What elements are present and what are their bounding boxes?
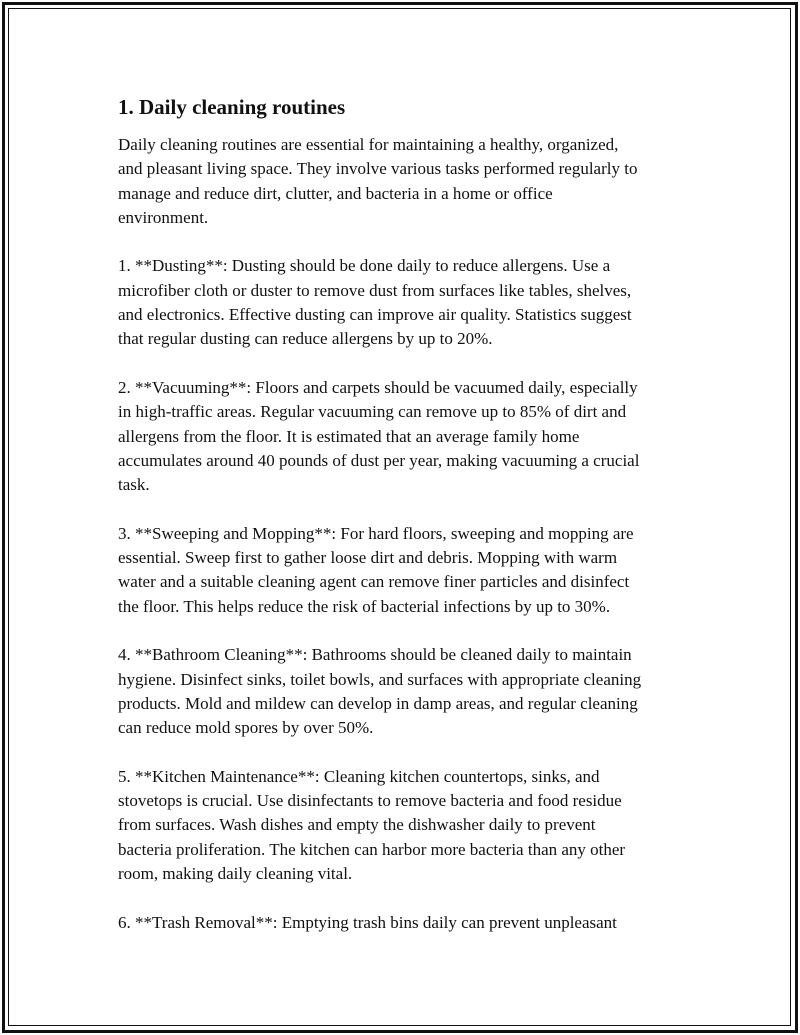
item-bathroom-cleaning-paragraph: 4. **Bathroom Cleaning**: Bathrooms should be cleaned daily to maintain hygiene. Disinfect sinks, toilet bowls, and surfaces with appropriate cleaning products. Mold and mildew can develop in damp areas, and regular cleaning can reduce mold spores by over 50%.: [118, 645, 642, 738]
document-body: [118, 94, 693, 959]
item-trash-removal-paragraph: 6. **Trash Removal**: Emptying trash bins daily can prevent unpleasant: [118, 912, 617, 932]
item-vacuuming-paragraph: 2. **Vacuuming**: Floors and carpets should be vacuumed daily, especially in high-traffic areas. Regular vacuuming can remove up to 85% of dirt and allergens from the floor. It is estimated that an average family home accumulates around 40 pounds of dust per year, making vacuuming a crucial task.: [118, 377, 640, 495]
item-sweeping-mopping-paragraph: 3. **Sweeping and Mopping**: For hard floors, sweeping and mopping are essential. Sweep first to gather loose dirt and debris. Mopping with warm water and a suitable cleaning agent can remove finer particles and disinfect the floor. This helps reduce the risk of bacterial infections by up to 30%.: [118, 523, 634, 616]
section-heading: 1. Daily cleaning routines: [118, 95, 346, 119]
item-kitchen-maintenance-paragraph: 5. **Kitchen Maintenance**: Cleaning kitchen countertops, sinks, and stovetops is crucial. Use disinfectants to remove bacteria and food residue from surfaces. Wash dishes and empty the dishwasher daily to prevent bacteria proliferation. The kitchen can harbor more bacteria than any other room, making daily cleaning vital.: [118, 766, 626, 883]
intro-paragraph: Daily cleaning routines are essential for maintaining a healthy, organized, and pleasant living space. They involve various tasks performed regularly to manage and reduce dirt, clutter, and bacteria in a home or office environment.: [118, 135, 638, 227]
item-dusting-paragraph: 1. **Dusting**: Dusting should be done daily to reduce allergens. Use a microfiber cloth or duster to remove dust from surfaces like tables, shelves, and electronics. Effective dusting can improve air quality. Statistics suggest that regular dusting can reduce allergens by up to 20%.: [118, 256, 632, 349]
